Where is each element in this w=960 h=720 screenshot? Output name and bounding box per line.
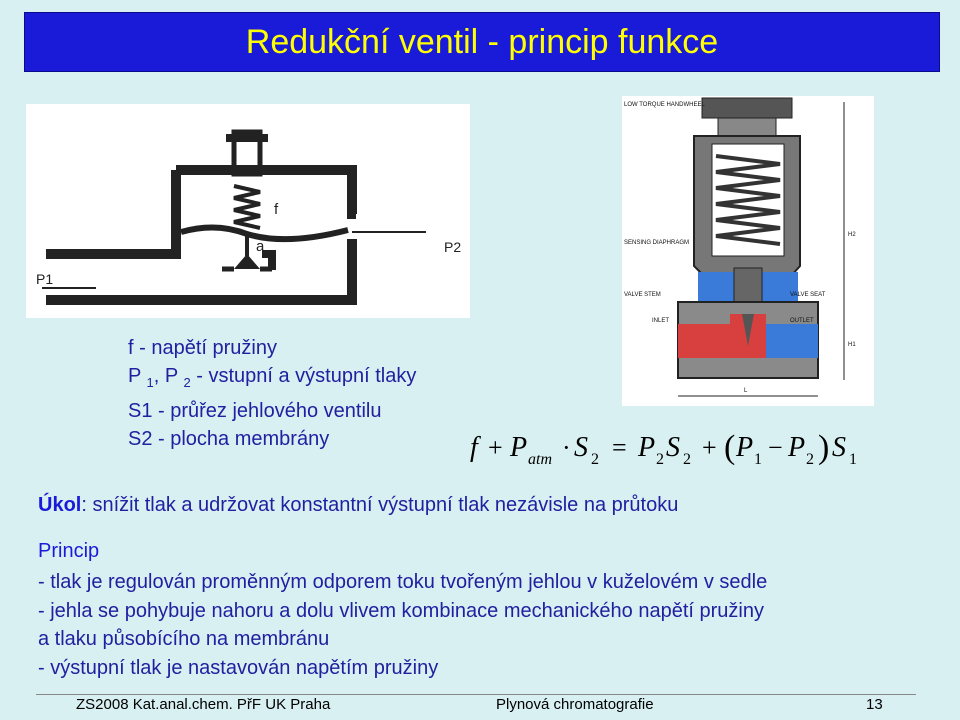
label-f: f — [274, 201, 279, 218]
formula-svg — [470, 420, 890, 470]
label-valve-stem: VALVE STEM — [624, 292, 661, 298]
schematic-diagram — [26, 104, 470, 318]
schematic-svg — [26, 104, 470, 318]
legend-line-pressures: P $_1$, P $_2$ - vstupní a výstupní tlaky — [128, 365, 417, 390]
label-l: L — [744, 388, 748, 394]
footer-left: ZS2008 Kat.anal.chem. PřF UK Praha — [76, 696, 331, 713]
principle-list — [38, 568, 767, 682]
label-p1: P1 — [36, 271, 54, 287]
label-h2: H2 — [848, 232, 856, 238]
label-handwheel: LOW TORQUE HANDWHEEL — [624, 102, 705, 108]
task-label: Úkol — [38, 494, 82, 516]
svg-text:): ) — [818, 429, 830, 466]
cutaway-svg — [622, 96, 874, 406]
svg-text:=: = — [612, 433, 627, 462]
svg-text:2: 2 — [591, 451, 599, 468]
task-line — [38, 494, 678, 517]
footer-page-number: 13 — [866, 696, 883, 713]
svg-text:S: S — [574, 432, 588, 463]
svg-text:1: 1 — [849, 451, 857, 468]
legend-line-f: f - napětí pružiny — [128, 337, 277, 359]
label-valve-seat: VALVE SEAT — [790, 292, 826, 298]
valve-cutaway-diagram — [622, 96, 874, 406]
legend — [128, 334, 416, 453]
svg-text:atm: atm — [528, 451, 552, 468]
principle-heading: Princip — [38, 540, 100, 562]
svg-text:P: P — [788, 432, 806, 463]
equilibrium-formula — [470, 420, 890, 470]
title-bar — [24, 12, 940, 72]
principle-line: - tlak je regulován proměnným odporem toku tvořeným jehlou v kuželovém v sedle — [38, 571, 768, 593]
page-title: Redukční ventil - princip funkce — [245, 22, 719, 61]
svg-text:P: P — [736, 432, 754, 463]
svg-text:S: S — [666, 432, 680, 463]
svg-text:+: + — [488, 433, 503, 462]
principle-line: - výstupní tlak je nastavován napětím pružiny — [38, 656, 439, 679]
svg-text:P: P — [510, 432, 528, 463]
svg-text:2: 2 — [806, 451, 814, 468]
label-inlet: INLET — [652, 318, 670, 324]
label-h1: H1 — [848, 342, 856, 348]
principle-line: - jehla se pohybuje nahoru a dolu vlivem kombinace mechanického napětí pružiny — [38, 599, 764, 622]
footer-divider — [36, 694, 916, 695]
label-sensing-diaphragm: SENSING DIAPHRAGM — [624, 240, 690, 246]
footer-center: Plynová chromatografie — [496, 696, 654, 713]
svg-text:(: ( — [724, 429, 736, 466]
svg-text:·: · — [562, 433, 571, 462]
svg-text:−: − — [768, 433, 783, 462]
principle-line: a tlaku působícího na membránu — [38, 628, 330, 650]
label-outlet: OUTLET — [790, 318, 814, 324]
svg-text:+: + — [702, 433, 717, 462]
svg-text:f: f — [470, 432, 478, 463]
label-a: a — [256, 238, 265, 255]
legend-line-s1: S1 - průřez jehlového ventilu — [128, 400, 382, 422]
svg-text:P: P — [638, 432, 656, 463]
svg-text:2: 2 — [683, 451, 691, 468]
svg-text:1: 1 — [754, 451, 762, 468]
svg-text:S: S — [832, 432, 846, 463]
legend-line-s2: S2 - plocha membrány — [128, 428, 330, 450]
label-p2: P2 — [444, 239, 462, 255]
svg-text:2: 2 — [656, 451, 664, 468]
task-text: : snížit tlak a udržovat konstantní výstupní tlak nezávisle na průtoku — [81, 494, 679, 516]
